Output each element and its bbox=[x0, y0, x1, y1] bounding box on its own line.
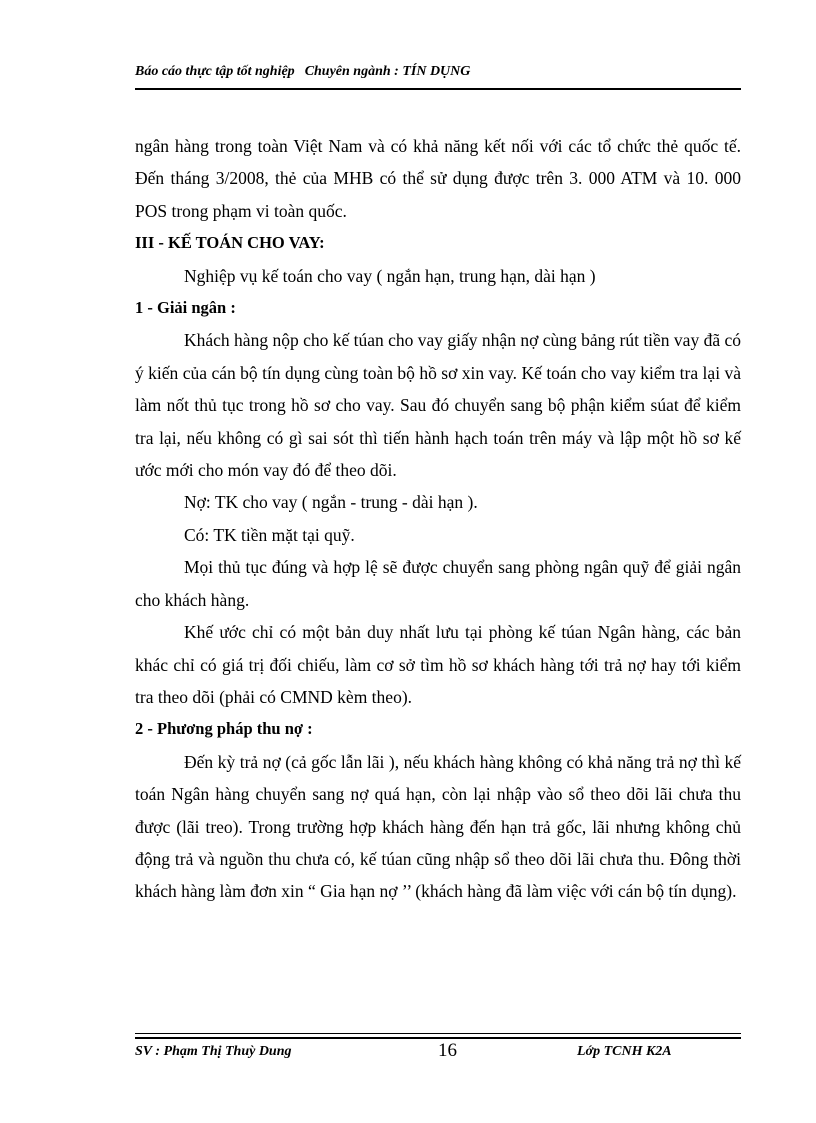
subheading-debt-collection: 2 - Phương pháp thu nợ : bbox=[135, 719, 313, 739]
student-name: SV : Phạm Thị Thuỳ Dung bbox=[135, 1044, 292, 1059]
document-body bbox=[135, 130, 741, 908]
footer-rule-thin bbox=[135, 1033, 741, 1034]
page-header bbox=[135, 64, 741, 80]
paragraph-contract: Khế ước chỉ có một bản duy nhất lưu tại phòng kế túan Ngân hàng, các bản khác chỉ có giá trị đối chiếu, làm cơ sở tìm hồ sơ khách hàng tới trả nợ hay tới kiểm tra theo dõi (phải có CMND kèm theo). bbox=[135, 622, 741, 707]
paragraph-loan-types: Nghiệp vụ kế toán cho vay ( ngắn hạn, trung hạn, dài hạn ) bbox=[184, 265, 596, 286]
entry-credit: Có: TK tiền mặt tại quỹ. bbox=[184, 524, 355, 545]
report-title: Báo cáo thực tập tốt nghiệp bbox=[135, 64, 295, 79]
section-heading-loan-accounting: III - KẾ TOÁN CHO VAY: bbox=[135, 233, 325, 253]
page-footer bbox=[135, 1042, 741, 1064]
paragraph-procedures: Mọi thủ tục đúng và hợp lệ sẽ được chuyển sang phòng ngân quỹ để giải ngân cho khách hàng. bbox=[135, 557, 741, 610]
header-rule bbox=[135, 88, 741, 90]
class-name: Lớp TCNH K2A bbox=[577, 1044, 672, 1059]
entry-debit: Nợ: TK cho vay ( ngắn - trung - dài hạn ). bbox=[184, 492, 478, 513]
page-number: 16 bbox=[438, 1040, 457, 1061]
major-label: Chuyên ngành : TÍN DỤNG bbox=[304, 64, 471, 79]
paragraph-disbursement: Khách hàng nộp cho kế túan cho vay giấy nhận nợ cùng bảng rút tiền vay đã có ý kiến của cán bộ tín dụng cùng toàn bộ hồ sơ xin vay. Kế toán cho vay kiểm tra lại và làm nốt thủ tục trong hồ sơ cho vay. Sau đó chuyển sang bộ phận kiểm súat để kiểm tra lại, nếu không có gì sai sót thì tiến hành hạch toán trên máy và lập một hồ sơ kế ước mới cho món vay đó để theo dõi. bbox=[135, 330, 741, 481]
paragraph-debt-collection: Đến kỳ trả nợ (cả gốc lẫn lãi ), nếu khách hàng không có khả năng trả nợ thì kế toán Ngân hàng chuyển sang nợ quá hạn, còn lại nhập vào sổ theo dõi lãi chưa thu được (lãi treo). Trong trường hợp khách hàng đến hạn trả gốc, lãi nhưng không chủ động trả và nguồn thu chưa có, kế túan cũng nhập sổ theo dõi lãi chưa thu. Đông thời khách hàng làm đơn xin “ Gia hạn nợ ’’ (khách hàng đã làm việc với cán bộ tín dụng). bbox=[135, 751, 741, 902]
paragraph-card-intro: ngân hàng trong toàn Việt Nam và có khả năng kết nối với các tổ chức thẻ quốc tế. Đến tháng 3/2008, thẻ của MHB có thể sử dụng được trên 3. 000 ATM và 10. 000 POS trong phạm vi toàn quốc. bbox=[135, 136, 741, 221]
subheading-disbursement: 1 - Giải ngân : bbox=[135, 298, 236, 318]
footer-rule-thick bbox=[135, 1037, 741, 1039]
